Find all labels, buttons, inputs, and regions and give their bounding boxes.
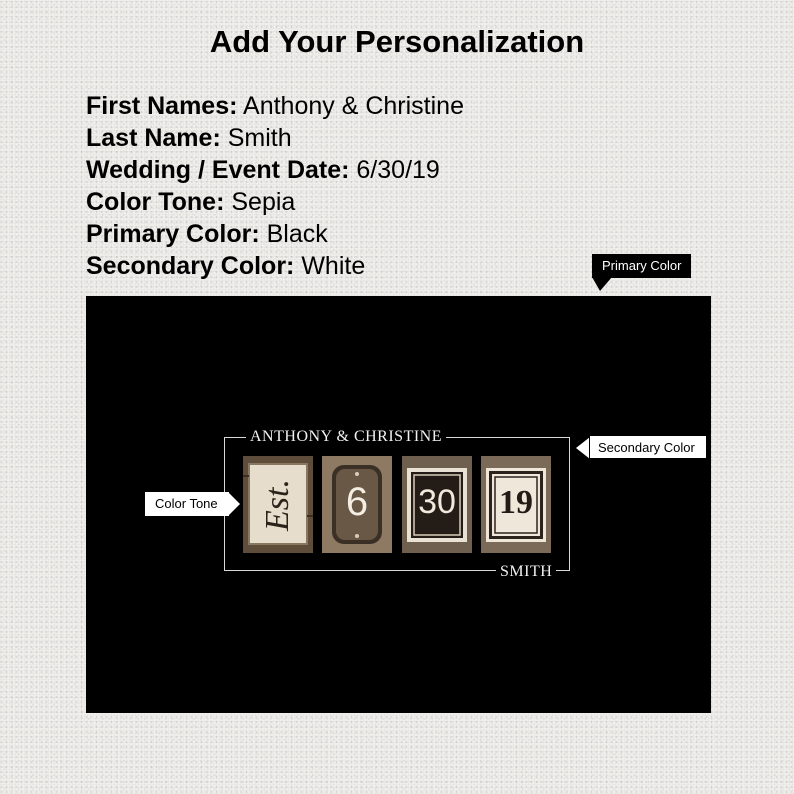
detail-label: Secondary Color: (86, 252, 295, 280)
letter-tile-6 (322, 456, 392, 553)
tile-letters: 6 (345, 480, 369, 524)
primary-color-callout (592, 254, 691, 278)
callout-label: Color Tone (155, 496, 218, 511)
detail-value: White (301, 252, 366, 280)
secondary-color-callout-pointer (576, 437, 590, 459)
letter-tile-19 (481, 456, 551, 553)
secondary-color-callout (589, 435, 707, 459)
detail-value: 6/30/19 (356, 156, 440, 184)
color-tone-callout-pointer (228, 492, 242, 516)
detail-label: Primary Color: (86, 220, 260, 248)
preview-names: ANTHONY & CHRISTINE (246, 427, 446, 447)
personalization-details (86, 90, 464, 282)
preview-surname: SMITH (496, 562, 556, 582)
detail-event-date (86, 154, 464, 186)
tile-letters: 19 (499, 484, 533, 521)
tile-letters: 30 (418, 483, 456, 521)
detail-primary-color (86, 218, 464, 250)
detail-value: Black (266, 220, 328, 248)
letter-tile-30 (402, 456, 472, 553)
detail-value: Anthony & Christine (243, 92, 464, 120)
detail-last-name (86, 122, 464, 154)
page-title: Add Your Personalization (209, 24, 585, 59)
callout-label: Primary Color (602, 258, 682, 273)
callout-label: Secondary Color (598, 440, 695, 455)
detail-secondary-color (86, 250, 464, 282)
primary-color-callout-pointer (592, 277, 612, 293)
detail-label: Wedding / Event Date: (86, 156, 350, 184)
detail-color-tone (86, 186, 464, 218)
detail-label: First Names: (86, 92, 238, 120)
tile-letters: Est. (259, 479, 296, 531)
color-tone-callout (145, 492, 229, 516)
detail-first-names (86, 90, 464, 122)
detail-value: Sepia (231, 188, 296, 216)
detail-value: Smith (227, 124, 292, 152)
detail-label: Last Name: (86, 124, 221, 152)
detail-label: Color Tone: (86, 188, 225, 216)
letter-tile-est (243, 456, 313, 553)
